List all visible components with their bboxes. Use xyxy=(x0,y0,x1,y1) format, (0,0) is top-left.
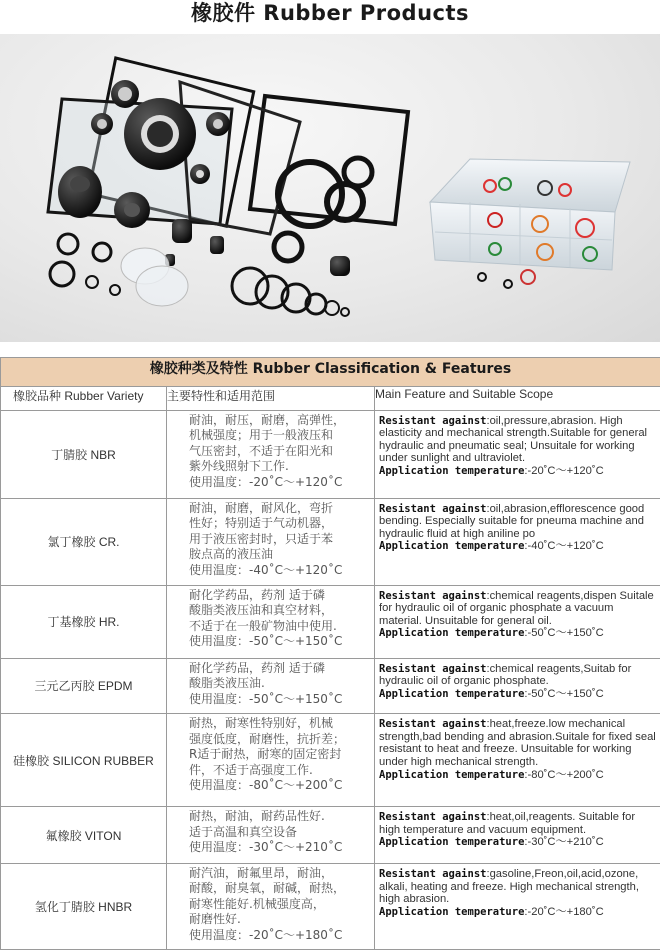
features-cn xyxy=(167,714,375,807)
features-cn-line: 气压密封，不适于在阳光和 xyxy=(189,443,334,458)
features-cn-line: R适于耐热，耐寒的固定密封 xyxy=(189,747,342,762)
features-cn-line: 使用温度：-80˚C～+200˚C xyxy=(189,778,343,793)
variety-name: 硅橡胶 SILICON RUBBER xyxy=(1,714,167,807)
temp-label: Application temperature xyxy=(379,905,525,918)
features-en xyxy=(375,714,660,807)
resist-text: :chemical reagents,dispen Suitale for hydraulic oil of organic phosphate a vacuum material. Unsuitable for general oil. xyxy=(379,589,654,627)
resist-text: :oil,abrasion,efflorescence good bending. Especially suitable for pneuma machine and hydraulic fluid at high aniline po xyxy=(379,502,645,540)
variety-name: 氟橡胶 VITON xyxy=(1,807,167,864)
features-cn xyxy=(167,498,375,585)
features-cn-line: 耐酸，耐臭氧，耐碱，耐热， xyxy=(189,881,346,896)
page-title: 橡胶件 Rubber Products xyxy=(190,1,470,25)
features-en xyxy=(375,863,660,949)
features-cn-line: 使用温度：-20˚C～+120˚C xyxy=(189,474,343,489)
table-row xyxy=(1,658,660,714)
resist-label: Resistant against xyxy=(379,502,487,515)
features-cn-line: 耐寒性能好.机械强度高， xyxy=(189,896,325,911)
features-cn-line: 使用温度：-50˚C～+150˚C xyxy=(189,634,343,649)
temp-label: Application temperature xyxy=(379,836,525,849)
features-cn-line: 酸脂类液压油. xyxy=(189,676,265,691)
variety-name: 丁腈胶 NBR xyxy=(1,410,167,498)
resist-text: :heat,freeze.low mechanical strength,bad bending and abrasion.Suitale for fixed seal resistant to heat and freeze. Unsuitable for working under high mechanical strength. xyxy=(379,718,656,768)
temp-text: :-50˚C～+150˚C xyxy=(524,687,604,700)
temp-label: Application temperature xyxy=(379,627,525,640)
resist-text: :oil,pressure,abrasion. High elasticity and mechanical strength.Suitable for general hydraulic and pneumatic seal; Unsuitale for working under sunlight and ultraviolet. xyxy=(379,414,648,465)
features-en xyxy=(375,658,660,714)
table-row xyxy=(1,585,660,658)
features-cn xyxy=(167,658,375,714)
rubber-spec-table xyxy=(0,357,660,950)
features-cn-line: 紫外线照射下工作. xyxy=(189,459,289,474)
temp-text: :-20˚C～+120˚C xyxy=(524,464,604,477)
variety-name: 氯丁橡胶 CR. xyxy=(1,498,167,585)
temp-label: Application temperature xyxy=(379,687,525,700)
temp-text: :-20˚C～+180˚C xyxy=(524,905,604,918)
resist-text: :chemical reagents,Suitab for hydraulic oil of organic phosphate. xyxy=(379,662,632,688)
table-row xyxy=(1,714,660,807)
features-cn-line: 耐油，耐压，耐磨，高弹性， xyxy=(189,412,346,427)
column-header-variety: 橡胶品种 Rubber Variety xyxy=(1,387,167,410)
features-cn-line: 使用温度：-40˚C～+120˚C xyxy=(189,562,343,577)
resist-text: :gasoline,Freon,oil,acid,ozone, alkali, heating and freeze. High mechanical strength, high abrasion. xyxy=(379,867,639,906)
features-cn xyxy=(167,863,375,949)
features-cn-line: 耐热，耐寒性特别好，机械 xyxy=(189,716,334,731)
features-cn-line: 耐汽油，耐氟里昂，耐油， xyxy=(189,865,334,880)
features-cn xyxy=(167,807,375,864)
resist-label: Resistant against xyxy=(379,867,487,880)
features-cn-line: 耐热，耐油，耐药品性好. xyxy=(189,809,325,824)
table-row xyxy=(1,807,660,864)
features-en xyxy=(375,585,660,658)
features-cn-line: 强度低度，耐磨性，抗折差； xyxy=(189,731,346,746)
table-heading: 橡胶种类及特性 Rubber Classification & Features xyxy=(1,358,660,387)
resist-label: Resistant against xyxy=(379,718,487,731)
variety-name: 三元乙丙胶 EPDM xyxy=(1,658,167,714)
features-cn xyxy=(167,585,375,658)
resist-label: Resistant against xyxy=(379,811,487,824)
table-row xyxy=(1,863,660,949)
features-cn xyxy=(167,410,375,498)
features-cn-line: 使用温度：-30˚C～+210˚C xyxy=(189,840,343,855)
table-row xyxy=(1,498,660,585)
features-cn-line: 使用温度：-20˚C～+180˚C xyxy=(189,927,343,942)
features-en xyxy=(375,410,660,498)
temp-text: :-80˚C～+200˚C xyxy=(524,768,604,781)
resist-label: Resistant against xyxy=(379,662,487,675)
features-cn-line: 胺点高的液压油 xyxy=(189,547,274,562)
features-cn-line: 耐油，耐磨，耐风化，弯折 xyxy=(189,500,334,515)
features-en xyxy=(375,807,660,864)
column-header-row xyxy=(1,387,660,410)
table-heading-row xyxy=(1,358,660,387)
table-row xyxy=(1,410,660,498)
features-cn-line: 不适于在一般矿物油中使用. xyxy=(189,618,337,633)
features-cn-line: 酸脂类液压油和真空材料， xyxy=(189,603,334,618)
resist-label: Resistant against xyxy=(379,414,487,427)
temp-label: Application temperature xyxy=(379,464,525,477)
column-header-features-en: Main Feature and Suitable Scope xyxy=(375,387,660,410)
features-cn-line: 用于液压密封时，只适于苯 xyxy=(189,531,334,546)
features-cn-line: 性好；特别适于气动机器， xyxy=(189,516,334,531)
temp-text: :-30˚C～+210˚C xyxy=(524,836,604,849)
variety-name: 丁基橡胶 HR. xyxy=(1,585,167,658)
temp-text: :-50˚C～+150˚C xyxy=(524,627,604,640)
features-cn-line: 耐化学药品，药剂 适于磷 xyxy=(189,587,325,602)
variety-name: 氢化丁腈胶 HNBR xyxy=(1,863,167,949)
column-header-features-cn: 主要特性和适用范围 xyxy=(167,387,375,410)
features-cn-line: 机械强度；用于一般液压和 xyxy=(189,428,334,443)
resist-label: Resistant against xyxy=(379,589,487,602)
features-cn-line: 耐磨性好. xyxy=(189,912,241,927)
resist-text: :heat,oil,reagents. Suitable for high temperature and vacuum equipment. xyxy=(379,811,636,836)
temp-label: Application temperature xyxy=(379,768,525,781)
features-cn-line: 耐化学药品，药剂 适于磷 xyxy=(189,660,325,675)
temp-label: Application temperature xyxy=(379,540,525,553)
features-en xyxy=(375,498,660,585)
temp-text: :-40˚C～+120˚C xyxy=(524,540,604,553)
features-cn-line: 件，不适于高强度工作. xyxy=(189,762,313,777)
features-cn-line: 适于高温和真空设备 xyxy=(189,824,298,839)
product-photo xyxy=(0,34,660,342)
features-cn-line: 使用温度：-50˚C～+150˚C xyxy=(189,691,343,706)
